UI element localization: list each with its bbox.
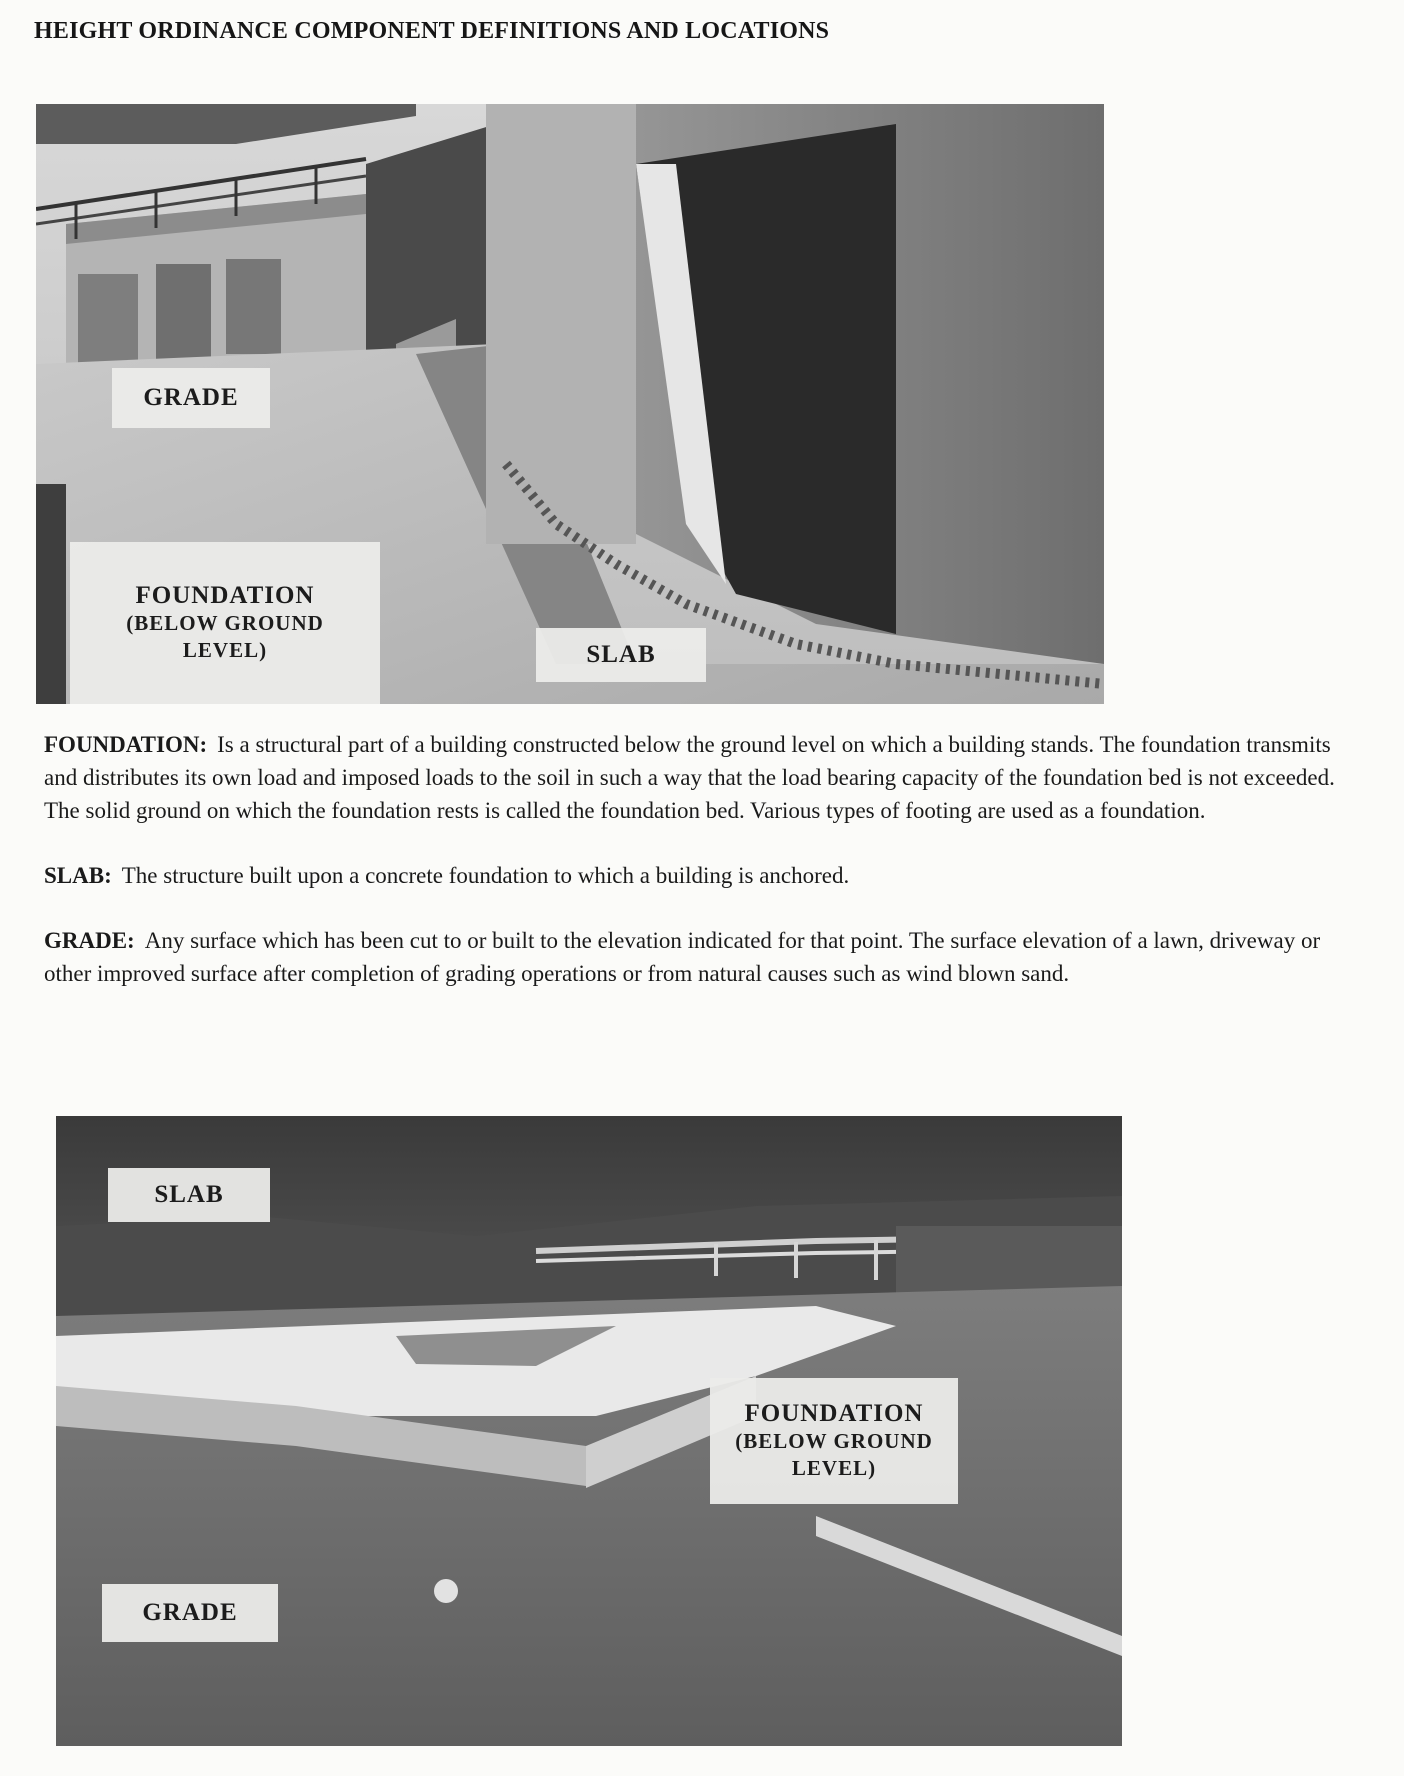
definitions-section [44, 728, 1364, 1022]
page-title: HEIGHT ORDINANCE COMPONENT DEFINITIONS AND LOCATIONS [34, 18, 830, 44]
photo2-foundation-label [710, 1378, 958, 1504]
photo1-slab-label [536, 628, 706, 682]
photo2-slab-text: SLAB [154, 1181, 224, 1208]
photo1-foundation-sub1: (BELOW GROUND [126, 611, 324, 635]
photo1-foundation-label [70, 542, 380, 704]
definition-term: GRADE: [44, 928, 135, 953]
definition-term: SLAB: [44, 863, 112, 888]
photo2-foundation-sub2: LEVEL) [791, 1456, 877, 1480]
photo1-grade-label [112, 368, 270, 428]
photo2-grade-text: GRADE [142, 1599, 238, 1626]
definition-foundation [44, 728, 1364, 827]
definition-text: Is a structural part of a building constructed below the ground level on which a building stands. The foundation transmits and distributes its own load and imposed loads to the soil in such a way that the load bearing capacity of the foundation bed is not exceeded. The solid ground on which the foundation rests is called the foundation bed. Various types of footing are used as a foundation. [44, 732, 1335, 823]
definition-term: FOUNDATION: [44, 732, 208, 757]
definition-slab [44, 859, 1364, 892]
definition-text: Any surface which has been cut to or built to the elevation indicated for that point. The surface elevation of a lawn, driveway or other improved surface after completion of grading operations or from natural causes such as wind blown sand. [44, 928, 1321, 986]
photo1-foundation-text: FOUNDATION [135, 582, 315, 609]
photo2-foundation-text: FOUNDATION [744, 1400, 924, 1427]
photo2-grade-label [102, 1584, 278, 1642]
definition-grade [44, 924, 1364, 990]
photo-slab-foundation [56, 1116, 1122, 1746]
photo1-grade-text: GRADE [143, 384, 239, 411]
photo-bunker-foundation [36, 104, 1104, 704]
photo1-slab-text: SLAB [586, 641, 656, 668]
photo2-slab-label [108, 1168, 270, 1222]
definition-text: The structure built upon a concrete foundation to which a building is anchored. [121, 863, 850, 888]
photo2-foundation-sub1: (BELOW GROUND [735, 1429, 933, 1453]
photo1-foundation-sub2: LEVEL) [182, 638, 268, 662]
